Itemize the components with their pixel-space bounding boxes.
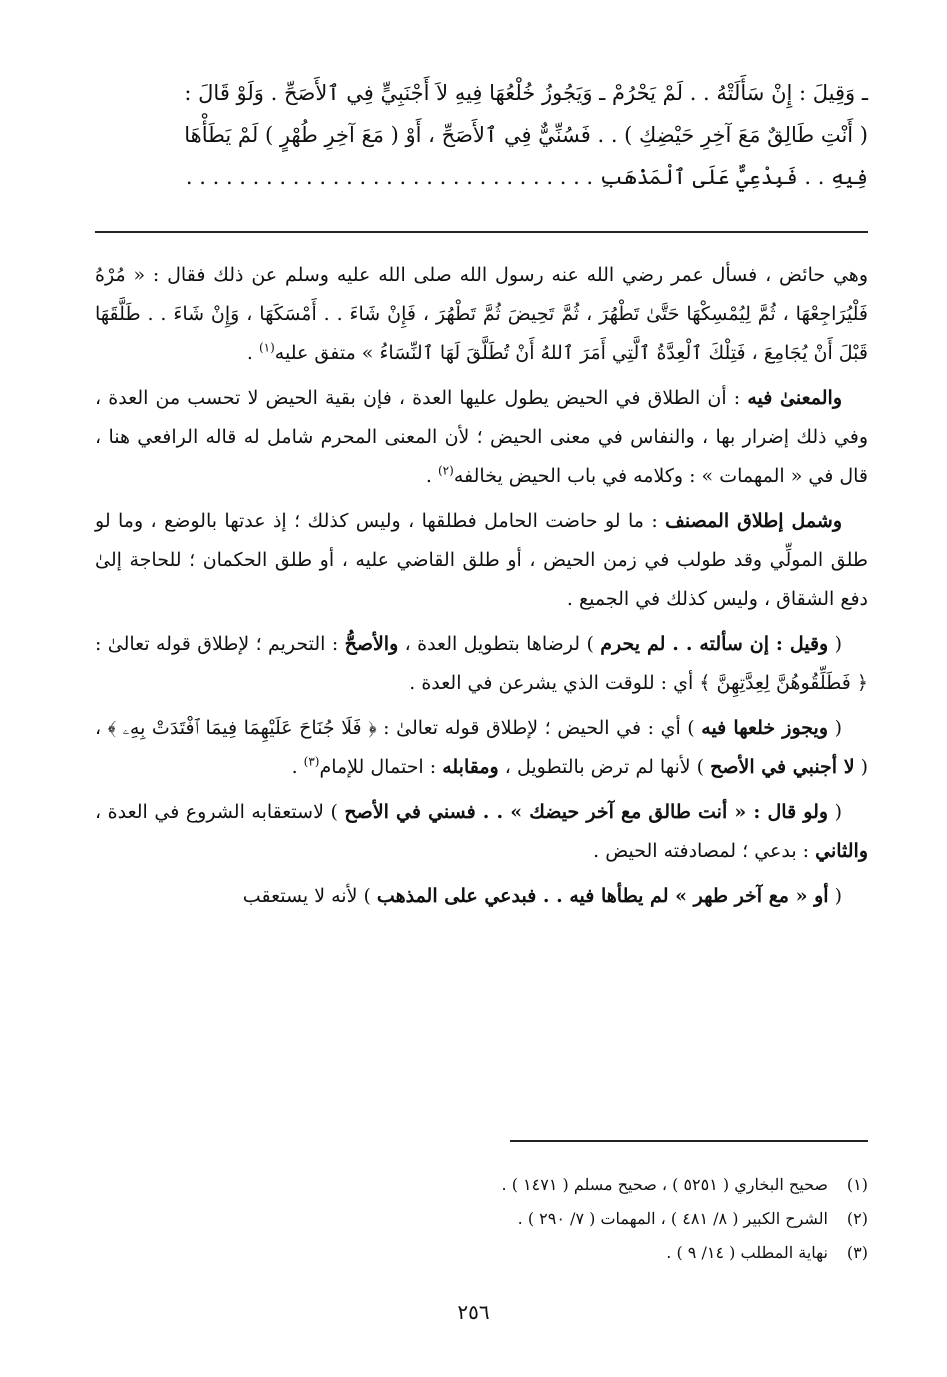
footnotes [95, 1168, 868, 1270]
footnote [95, 1202, 868, 1236]
footnote-number: (٣) [846, 1243, 868, 1262]
bold-matn-quote: وقيل : إن سألته . . لم يحرم [600, 633, 829, 655]
footnote-text: نهاية المطلب ( ١٤/ ٩ ) . [666, 1243, 828, 1262]
footnote-text: الشرح الكبير ( ٨/ ٤٨١ ) ، المهمات ( ٧/ ٢٩٠ ) . [517, 1209, 828, 1228]
matn-line: ـ وَقِيلَ : إِنْ سَأَلَتْهُ . . لَمْ يَحْرُمْ ـ وَيَجُوزُ خُلْعُهَا فِيهِ لاَ أَجْنَبِيٍّ فِي ٱلأَصَحِّ . وَلَوْ قَالَ : [184, 81, 868, 105]
bold-term: ومقابله [442, 756, 499, 778]
bold-matn-quote: ولو قال : « أنت طالق مع آخر حيضك » . . فسني في الأصح [344, 801, 829, 823]
footnote [95, 1236, 868, 1270]
commentary-paragraph: ( أو « مع آخر طهر » لم يطأها فيه . . فبدعي على المذهب ) لأنه لا يستعقب [242, 885, 842, 907]
commentary-paragraph: وشمل إطلاق المصنف : ما لو حاضت الحامل فطلقها ، وليس كذلك ؛ إذ عدتها بالوضع ، وما لو طلق المولِّي وقد طولب في زمن الحيض ، أو طلق القاضي عليه ، أو طلق الحكمان ؛ للحاجة إلىٰ دفع الشقاق ، وليس كذلك في الجميع . [95, 510, 868, 610]
commentary-block [95, 256, 868, 922]
bold-term: والأصحُّ [344, 633, 399, 655]
matn-text-block [95, 72, 868, 198]
commentary-paragraph: وهي حائض ، فسأل عمر رضي الله عنه رسول الله صلى الله عليه وسلم عن ذلك فقال : « مُرْهُ فَلْيُرَاجِعْهَا ، ثُمَّ لِيُمْسِكْهَا حَتَّىٰ تَطْهُرَ ، ثُمَّ تَحِيضَ ثُمَّ تَطْهُرَ ، فَإِنْ شَاءَ . . أَمْسَكَهَا ، وَإِنْ شَاءَ . . طَلَّقَهَا قَبْلَ أَنْ يُجَامِعَ ، فَتِلْكَ ٱلْعِدَّةُ ٱلَّتِي أَمَرَ ٱللهُ أَنْ تُطَلَّقَ لَهَا ٱلنِّسَاءُ » متفق عليه$^{(١)}$ . [95, 264, 868, 364]
bold-matn-quote: أو « مع آخر طهر » لم يطأها فيه . . فبدعي على المذهب [376, 885, 829, 907]
footnote-separator-rule [510, 1140, 868, 1142]
matn-line: ( أَنْتِ طَالِقٌ مَعَ آخِرِ حَيْضِكِ ) . . فَسُنِّيٌّ فِي ٱلأَصَحِّ ، أَوْ ( مَعَ آخِرِ طُهْرٍ ) لَمْ يَطَأْهَا [184, 123, 868, 147]
footnote-ref[interactable]: (٢) [437, 463, 454, 478]
commentary-paragraph: والمعنىٰ فيه : أن الطلاق في الحيض يطول عليها العدة ، فإن بقية الحيض لا تحسب من العدة ، وفي ذلك إضرار بها ، والنفاس في معنى الحيض ؛ لأن المعنى المحرم شامل له قاله الرافعي هنا ، قال في « المهمات » : وكلامه في باب الحيض يخالفه$^{(٢)}$ . [95, 387, 868, 487]
footnote-text: صحيح البخاري ( ٥٢٥١ ) ، صحيح مسلم ( ١٤٧١ ) . [501, 1175, 828, 1194]
matn-line: فِيهِ . . فَبِدْعِيٌّ عَلَى ٱلْمَذْهَبِ . . . . . . . . . . . . . . . . . . . . . . . . . . . . . . . [185, 165, 868, 189]
commentary-paragraph: ( ويجوز خلعها فيه ) أي : في الحيض ؛ لإطلاق قوله تعالىٰ : ﴿ فَلَا جُنَاحَ عَلَيْهِمَا فِيمَا ٱفْتَدَتْ بِهِۦ ﴾ ، ( لا أجنبي في الأصح ) لأنها لم ترض بالتطويل ، ومقابله : احتمال للإمام$^{(٣)}$ . [95, 717, 868, 778]
bold-matn-quote: لا أجنبي في الأصح [710, 756, 855, 778]
bold-matn-quote: ويجوز خلعها فيه [701, 717, 829, 739]
footnote-ref[interactable]: (١) [258, 340, 275, 355]
footnote-number: (٢) [846, 1209, 868, 1228]
bold-term: والمعنىٰ فيه [747, 387, 842, 409]
page-number: ٢٥٦ [457, 1300, 490, 1324]
footnote-number: (١) [846, 1175, 868, 1194]
commentary-paragraph: ( وقيل : إن سألته . . لم يحرم ) لرضاها بتطويل العدة ، والأصحُّ : التحريم ؛ لإطلاق قوله تعالىٰ : ﴿ فَطَلِّقُوهُنَّ لِعِدَّتِهِنَّ ﴾ أي : للوقت الذي يشرعن في العدة . [95, 633, 868, 694]
commentary-paragraph: ( ولو قال : « أنت طالق مع آخر حيضك » . . فسني في الأصح ) لاستعقابه الشروع في العدة ، والثاني : بدعي ؛ لمصادفته الحيض . [95, 801, 868, 862]
matn-separator-rule [95, 231, 868, 233]
bold-term: وشمل إطلاق المصنف [665, 510, 843, 532]
footnote [95, 1168, 868, 1202]
footnote-ref[interactable]: (٣) [303, 754, 320, 769]
bold-term: والثاني [815, 840, 868, 862]
